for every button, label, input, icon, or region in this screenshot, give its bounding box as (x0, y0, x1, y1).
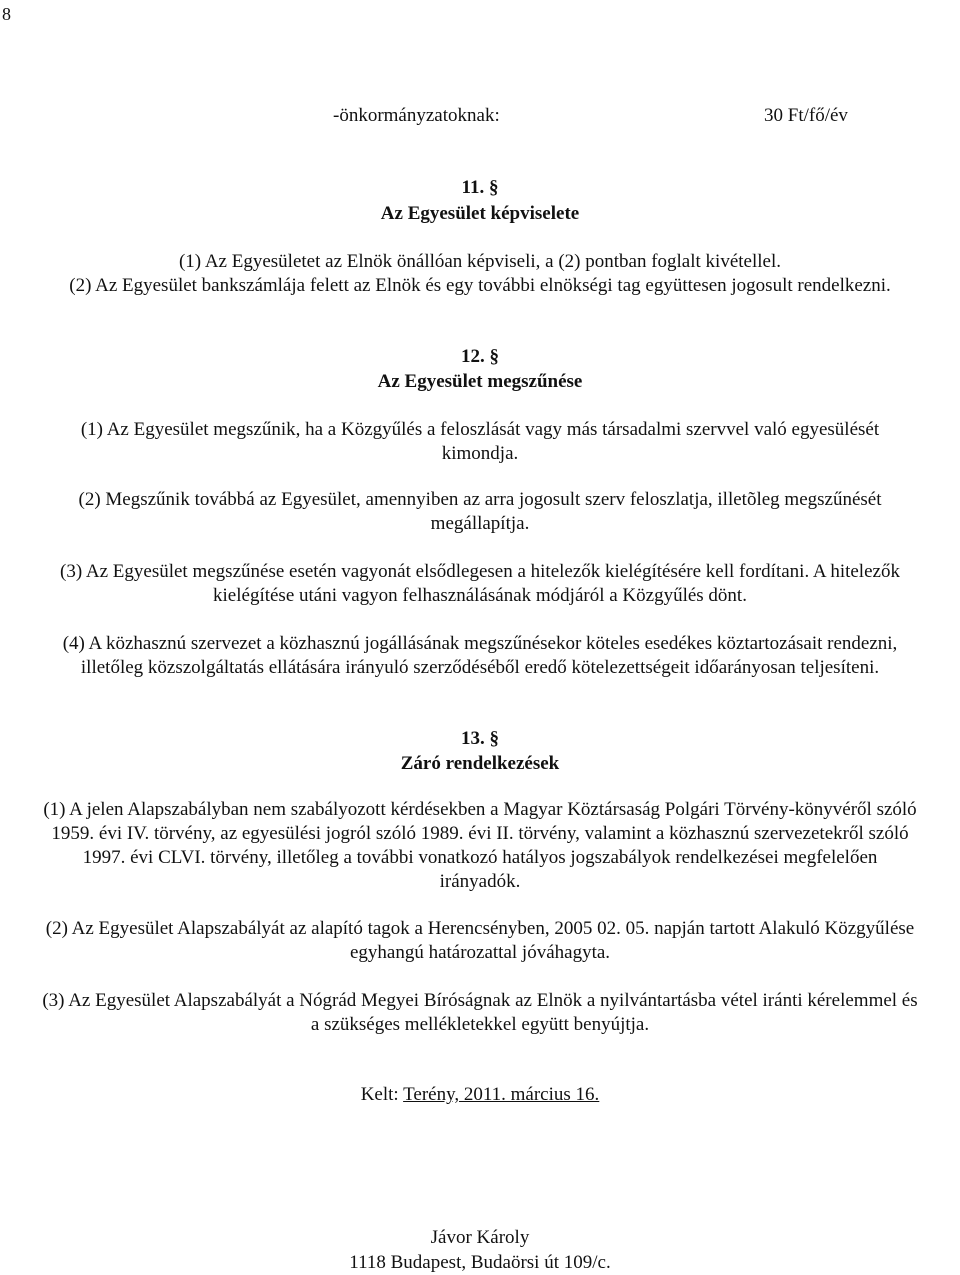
section-12-paragraph-1 (6, 418, 954, 466)
section-12-paragraph-2 (6, 488, 954, 536)
paragraph-line: (3) Az Egyesület megszűnése esetén vagyonát elsődlegesen a hitelezők kielégítésére kell fordítani. A hitelezők (60, 561, 900, 582)
paragraph-line: (2) Megszűnik továbbá az Egyesület, amennyiben az arra jogosult szerv feloszlatja, illetõleg megszűnését (78, 489, 882, 510)
section-12-paragraph-4 (6, 632, 954, 680)
paragraph-line: (3) Az Egyesület Alapszabályát a Nógrád Megyei Bíróságnak az Elnök a nyilvántartásba vétel iránti kérelemmel és (42, 990, 918, 1011)
dated-line (0, 1083, 960, 1107)
section-13-paragraph-3 (6, 989, 954, 1037)
paragraph-line: megállapítja. (430, 513, 530, 534)
section-11-line-2: (2) Az Egyesület bankszámlája felett az Elnök és egy további elnökségi tag együttesen jogosult rendelkezni. (69, 275, 891, 296)
signature-address: 1118 Budapest, Budaörsi út 109/c. (349, 1252, 611, 1273)
paragraph-line: 1959. évi IV. törvény, az egyesülési jogról szóló 1989. évi II. törvény, valamint a közhasznú szervezetekről szóló (51, 823, 909, 844)
page-number: 8 (2, 4, 11, 24)
paragraph-line: a szükséges mellékletekkel együtt benyújtja. (310, 1014, 650, 1035)
section-11-title: Az Egyesület képviselete (380, 203, 580, 224)
section-13-paragraph-1 (6, 798, 954, 894)
section-12-number: 12. § (461, 346, 499, 367)
section-13-paragraph-2 (6, 917, 954, 965)
paragraph-line: (1) Az Egyesület megszűnik, ha a Közgyűlés a feloszlását vagy más társadalmi szervvel való egyesülését (80, 419, 880, 440)
paragraph-line: kielégítése utáni vagyon felhasználásának módjáról a Közgyűlés dönt. (213, 585, 747, 606)
section-11-body (6, 250, 954, 298)
paragraph-line: 1997. évi CLVI. törvény, illetőleg a további vonatkozó hatályos jogszabályok rendelkezései megfelelően (82, 847, 878, 868)
section-11-number: 11. § (461, 177, 499, 198)
section-13-number: 13. § (461, 728, 499, 749)
section-13-title: Záró rendelkezések (400, 753, 560, 774)
paragraph-line: irányadók. (439, 871, 521, 892)
paragraph-line: (4) A közhasznú szervezet a közhasznú jogállásának megszűnésekor köteles esedékes köztartozásait rendezni, (62, 633, 898, 654)
dated-prefix: Kelt: (360, 1084, 404, 1105)
paragraph-line: illetőleg közszolgáltatás ellátására irányuló szerződéséből eredő kötelezettségeit időarányosan teljesíteni. (80, 657, 880, 678)
paragraph-line: egyhangú határozattal jóváhagyta. (349, 942, 611, 963)
fee-line (0, 104, 960, 128)
section-12-title: Az Egyesület megszűnése (377, 371, 583, 392)
dated-value: Terény, 2011. március 16. (403, 1084, 600, 1105)
fee-value: 30 Ft/fő/év (764, 105, 848, 126)
paragraph-line: kimondja. (441, 443, 519, 464)
section-11-line-1: (1) Az Egyesületet az Elnök önállóan képviseli, a (2) pontban foglalt kivétellel. (178, 251, 781, 272)
fee-label: -önkormányzatoknak: (333, 105, 500, 126)
paragraph-line: (2) Az Egyesület Alapszabályát az alapító tagok a Herencsényben, 2005 02. 05. napján tartott Alakuló Közgyűlése (45, 918, 915, 939)
section-12-paragraph-3 (6, 560, 954, 608)
signature-name: Jávor Károly (430, 1227, 530, 1248)
paragraph-line: (1) A jelen Alapszabályban nem szabályozott kérdésekben a Magyar Köztársaság Polgári Törvény-könyvéről szóló (43, 799, 917, 820)
